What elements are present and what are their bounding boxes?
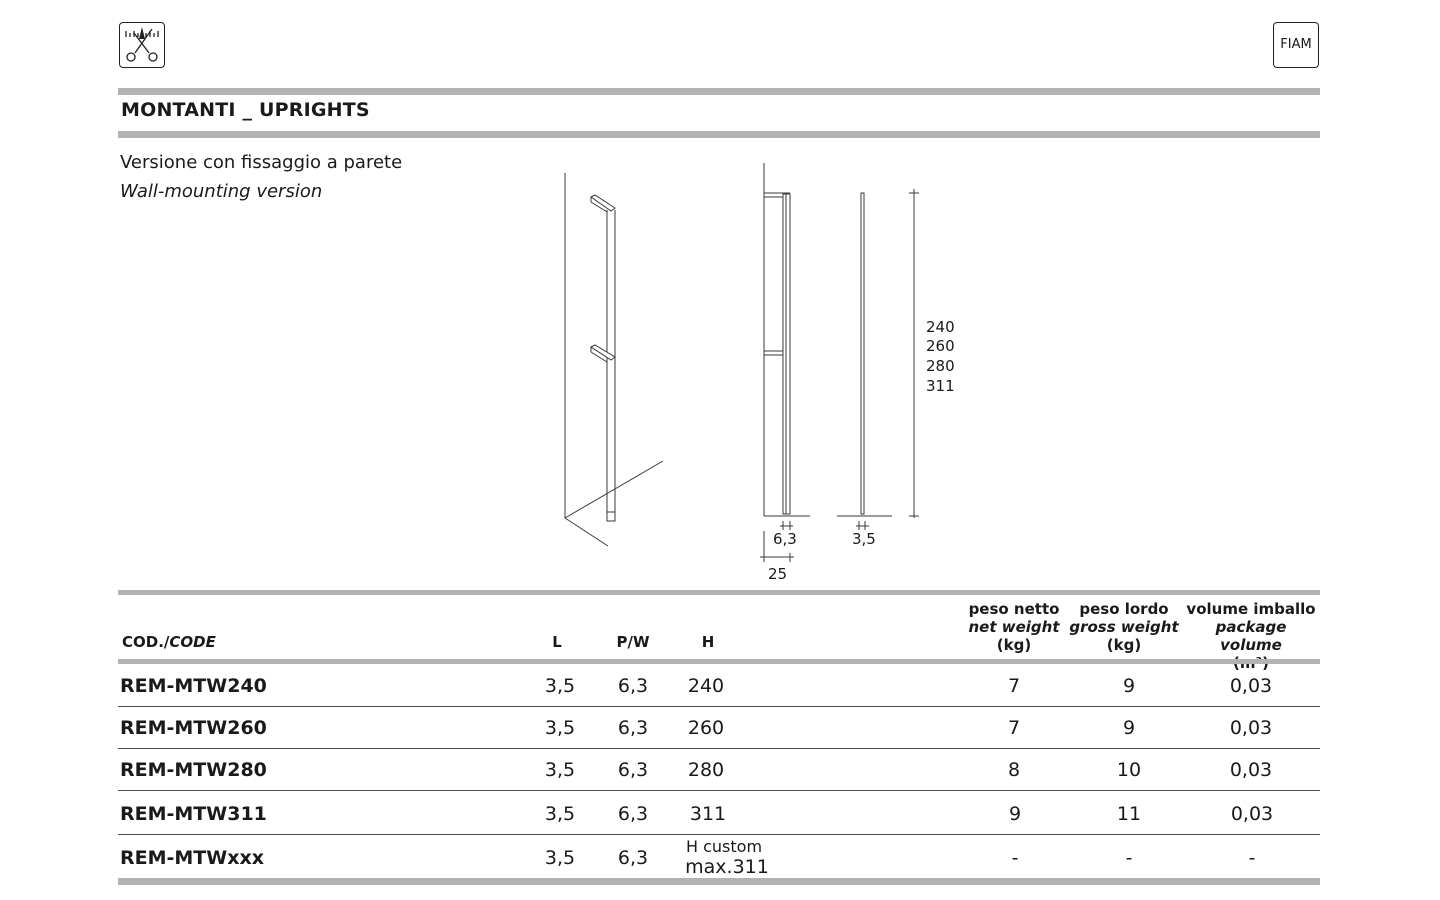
- row-gross-weight: 10: [1116, 759, 1142, 781]
- row-h-custom: [672, 838, 782, 878]
- height-label-311: 311: [926, 377, 955, 395]
- row-h-custom-label: H custom: [686, 837, 763, 856]
- row-code: REM-MTW280: [120, 759, 267, 781]
- row-l: 3,5: [544, 675, 576, 697]
- row-gross-weight: 11: [1116, 803, 1142, 825]
- row-net-weight: 7: [1007, 717, 1021, 739]
- scissors-measure-icon: [120, 23, 164, 67]
- table-row: [118, 749, 1320, 791]
- description-italian: Versione con fissaggio a parete: [120, 152, 403, 173]
- row-pw: 6,3: [617, 675, 649, 697]
- header-net-weight-en: net weight: [968, 618, 1060, 636]
- row-volume: -: [1248, 847, 1256, 869]
- row-volume: 0,03: [1229, 759, 1273, 781]
- row-gross-weight: 9: [1122, 717, 1136, 739]
- header-bottom-divider: [118, 131, 1320, 138]
- height-label-240: 240: [926, 318, 955, 336]
- row-gross-weight: -: [1125, 847, 1133, 869]
- row-code: REM-MTWxxx: [120, 847, 264, 869]
- row-code: REM-MTW240: [120, 675, 267, 697]
- header-gross-weight: [1064, 600, 1184, 654]
- header-net-weight-it: peso netto: [968, 600, 1060, 618]
- row-divider: [118, 790, 1320, 792]
- row-volume: 0,03: [1230, 803, 1274, 825]
- table-top-divider: [118, 590, 1320, 595]
- header-gross-weight-unit: (kg): [1106, 636, 1142, 654]
- header-volume-it: volume imballo: [1186, 600, 1316, 618]
- row-net-weight: 7: [1007, 675, 1021, 697]
- assembly-tool-icon: [119, 22, 165, 68]
- header-code-it: COD./: [122, 633, 170, 651]
- table-row: [118, 792, 1320, 835]
- row-pw: 6,3: [617, 717, 649, 739]
- table-bottom-divider: [118, 878, 1320, 885]
- header-code-en: CODE: [169, 633, 216, 651]
- technical-drawing: [540, 155, 980, 590]
- row-pw: 6,3: [617, 759, 649, 781]
- row-h-custom-max: max.311: [685, 856, 769, 878]
- perspective-view: [565, 173, 663, 546]
- row-net-weight: -: [1011, 847, 1019, 869]
- row-l: 3,5: [544, 803, 576, 825]
- row-h: 311: [689, 803, 727, 825]
- row-net-weight: 9: [1008, 803, 1022, 825]
- header-net-weight-unit: (kg): [996, 636, 1032, 654]
- row-h: 280: [687, 759, 725, 781]
- offset-label: 25: [768, 565, 788, 583]
- table-row: [118, 836, 1320, 879]
- section-title: MONTANTI _ UPRIGHTS: [121, 99, 370, 121]
- row-pw: 6,3: [617, 803, 649, 825]
- table-row: [118, 707, 1320, 749]
- table-row: [118, 665, 1320, 707]
- row-h: 260: [687, 717, 725, 739]
- side-view: [760, 163, 810, 562]
- row-gross-weight: 9: [1122, 675, 1136, 697]
- header-l: L: [552, 633, 562, 651]
- header-code: [122, 633, 216, 651]
- row-l: 3,5: [544, 759, 576, 781]
- height-dimension: [909, 189, 919, 518]
- header-h: H: [701, 633, 715, 651]
- row-pw: 6,3: [617, 847, 649, 869]
- row-code: REM-MTW260: [120, 717, 267, 739]
- height-label-280: 280: [926, 357, 955, 375]
- header-pw: P/W: [616, 633, 650, 651]
- header-net-weight: [954, 600, 1074, 654]
- height-label-260: 260: [926, 337, 955, 355]
- description-english: Wall-mounting version: [120, 181, 323, 202]
- row-volume: 0,03: [1229, 717, 1273, 739]
- front-view: [837, 193, 892, 530]
- table-header-divider: [118, 659, 1320, 664]
- header-top-divider: [118, 88, 1320, 95]
- header-gross-weight-en: gross weight: [1069, 618, 1179, 636]
- header-volume-en: package volume: [1215, 618, 1287, 654]
- row-l: 3,5: [544, 717, 576, 739]
- row-net-weight: 8: [1007, 759, 1021, 781]
- row-divider: [118, 834, 1320, 836]
- depth-label: 6,3: [773, 530, 797, 548]
- fiam-logo-text: FIAM: [1280, 37, 1312, 52]
- row-code: REM-MTW311: [120, 803, 267, 825]
- fiam-logo: [1273, 22, 1319, 68]
- row-h: 240: [687, 675, 725, 697]
- width-label: 3,5: [852, 530, 876, 548]
- header-gross-weight-it: peso lordo: [1079, 600, 1169, 618]
- row-l: 3,5: [544, 847, 576, 869]
- row-volume: 0,03: [1229, 675, 1273, 697]
